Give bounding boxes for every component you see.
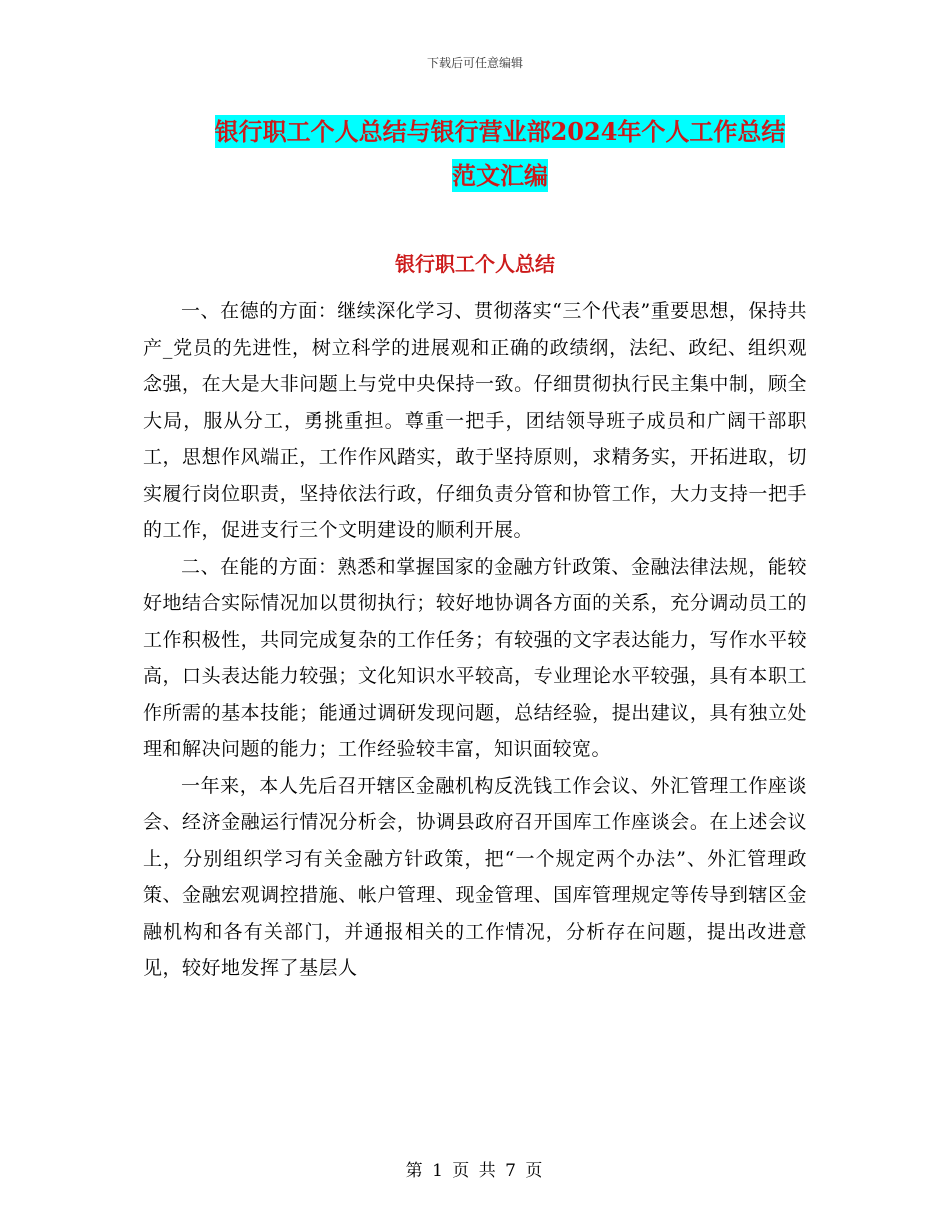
document-title — [140, 110, 860, 198]
paragraph-ability: 二、在能的方面：熟悉和掌握国家的金融方针政策、金融法律法规，能较好地结合实际情况加以贯彻执行；较好地协调各方面的关系，充分调动员工的工作积极性，共同完成复杂的工作任务；有较强的文字表达能力，写作水平较高，口头表达能力较强；文化知识水平较高，专业理论水平较强，具有本职工作所需的基本技能；能通过调研发现问题，总结经验，提出建议，具有独立处理和解决问题的能力；工作经验较丰富，知识面较宽。 — [143, 555, 807, 760]
page-number-footer: 第 1 页 共 7 页 — [405, 1161, 545, 1181]
paragraph-morality: 一、在德的方面：继续深化学习、贯彻落实“三个代表”重要思想，保持共产_党员的先进性，树立科学的进展观和正确的政绩纲，法纪、政纪、组织观念强，在大是大非问题上与党中央保持一致。仔细贯彻执行民主集中制，顾全大局，服从分工，勇挑重担。尊重一把手，团结领导班子成员和广阔干部职工，思想作风端正，工作作风踏实，敢于坚持原则，求精务实，开拓进取，切实履行岗位职责，坚持依法行政，仔细负责分管和协管工作，大力支持一把手的工作，促进支行三个文明建设的顺利开展。 — [143, 300, 807, 541]
section-title: 银行职工个人总结 — [395, 252, 555, 276]
document-title-line2: 范文汇编 — [452, 161, 548, 190]
page-header-note: 下载后可任意编辑 — [426, 56, 523, 70]
document-title-line1: 银行职工个人总结与银行营业部2024年个人工作总结 — [214, 117, 786, 146]
paragraph-year-review: 一年来，本人先后召开辖区金融机构反洗钱工作会议、外汇管理工作座谈会、经济金融运行情况分析会，协调县政府召开国库工作座谈会。在上述会议上，分别组织学习有关金融方针政策，把“一个规定两个办法”、外汇管理政策、金融宏观调控措施、帐户管理、现金管理、国库管理规定等传导到辖区金融机构和各有关部门，并通报相关的工作情况，分析存在问题，提出改进意见，较好地发挥了基层人 — [143, 774, 807, 979]
document-body — [143, 293, 807, 987]
